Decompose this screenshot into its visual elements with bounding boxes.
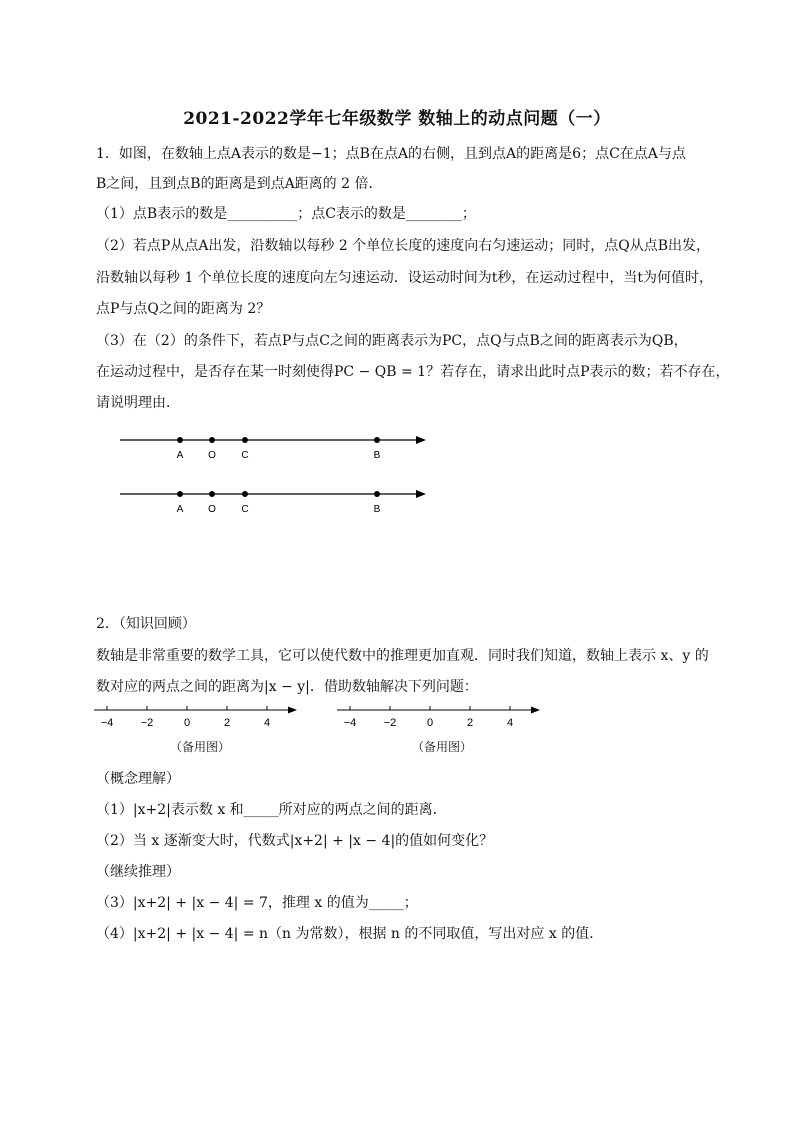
q1-part-2-line-2: 沿数轴以每秒 1 个单位长度的速度向左匀速运动．设运动时间为t秒，在运动过程中，当t为何值时，: [96, 270, 714, 286]
q2-section-concept: （概念理解）: [96, 771, 180, 787]
point-c-dot: [242, 491, 248, 497]
tick-label: 2: [466, 717, 474, 729]
point-a-label: A: [176, 504, 184, 515]
q2-line-2: 数对应的两点之间的距离为|x − y|．借助数轴解决下列问题：: [96, 679, 478, 695]
q2-line-1: 数轴是非常重要的数学工具，它可以使代数中的推理更加直观．同时我们知道，数轴上表示 x、y 的: [96, 648, 709, 664]
point-c-dot: [242, 437, 248, 443]
tick-label: 2: [223, 717, 231, 729]
number-line-2: [118, 484, 438, 520]
q1-line-2: B之间，且到点B的距离是到点A距离的 2 倍．: [96, 176, 383, 192]
point-a-label: A: [176, 450, 184, 461]
tick-label: −2: [383, 717, 397, 729]
point-o-label: O: [208, 504, 216, 515]
tick-label: 4: [263, 717, 271, 729]
q2-part-3: （3）|x+2| + |x − 4| = 7，推理 x 的值为_____；: [96, 895, 418, 911]
tick-label: −2: [140, 717, 154, 729]
q2-heading: 2．（知识回顾）: [96, 616, 196, 632]
point-c-label: C: [241, 450, 249, 461]
number-line-1: [118, 430, 438, 466]
point-o-label: O: [208, 450, 216, 461]
backup-number-line-left: [94, 702, 304, 732]
point-b-label: B: [373, 450, 381, 461]
q1-part-3-line-3: 请说明理由．: [96, 395, 180, 411]
tick-label: 0: [183, 717, 191, 729]
q2-section-reasoning: （继续推理）: [96, 864, 180, 880]
point-b-dot: [374, 437, 380, 443]
q1-part-3-line-2: 在运动过程中，是否存在某一时刻使得PC − QB = 1？若存在，请求出此时点P表示的数；若不存在，: [96, 364, 730, 380]
page-title: 2021-2022学年七年级数学 数轴上的动点问题（一）: [183, 109, 611, 129]
point-o-dot: [209, 491, 215, 497]
point-o-dot: [209, 437, 215, 443]
q1-part-2-line-3: 点P与点Q之间的距离为 2？: [96, 301, 271, 317]
point-c-label: C: [241, 504, 249, 515]
backup-caption-left: （备用图）: [170, 740, 231, 754]
point-a-dot: [177, 437, 183, 443]
q1-part-1: （1）点B表示的数是__________；点C表示的数是________；: [96, 206, 476, 222]
q2-part-4: （4）|x+2| + |x − 4| = n（n 为常数），根据 n 的不同取值，写出对应 x 的值．: [96, 926, 604, 942]
q2-part-2: （2）当 x 逐渐变大时，代数式|x+2| + |x − 4|的值如何变化？: [96, 833, 494, 849]
q1-line-1: 1．如图，在数轴上点A表示的数是−1；点B在点A的右侧，且到点A的距离是6；点C在点A与点: [96, 146, 686, 162]
backup-number-line-right: [337, 702, 547, 732]
point-b-dot: [374, 491, 380, 497]
tick-label: 4: [506, 717, 514, 729]
point-a-dot: [177, 491, 183, 497]
q2-part-1: （1）|x+2|表示数 x 和_____所对应的两点之间的距离．: [96, 802, 447, 818]
q1-part-2-line-1: （2）若点P从点A出发，沿数轴以每秒 2 个单位长度的速度向右匀速运动；同时，点Q从点B出发，: [96, 238, 711, 254]
point-b-label: B: [373, 504, 381, 515]
backup-caption-right: （备用图）: [412, 740, 473, 754]
tick-label: 0: [426, 717, 434, 729]
tick-label: −4: [100, 717, 114, 729]
q1-part-3-line-1: （3）在（2）的条件下，若点P与点C之间的距离表示为PC，点Q与点B之间的距离表示为QB，: [96, 333, 688, 349]
tick-label: −4: [343, 717, 357, 729]
